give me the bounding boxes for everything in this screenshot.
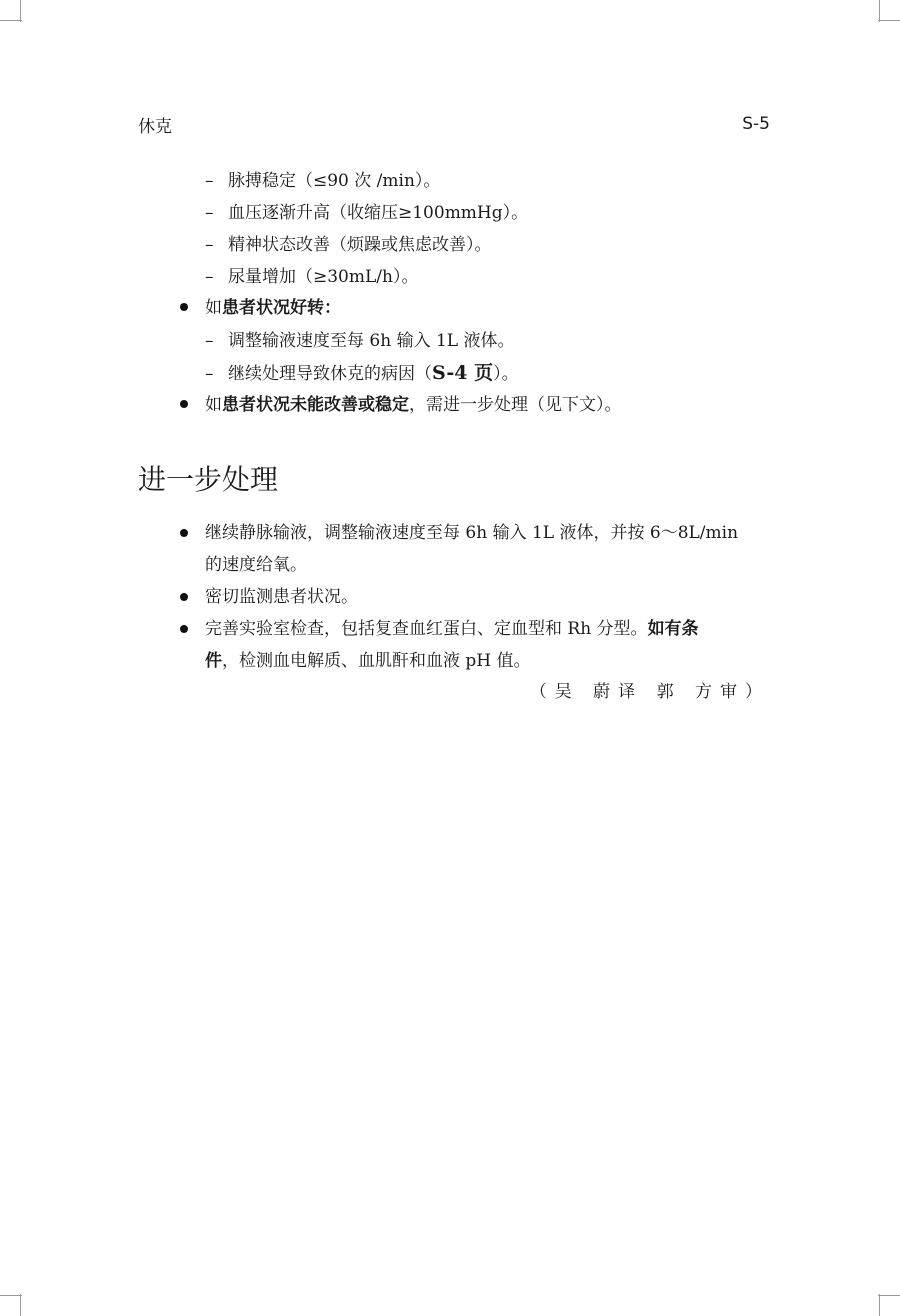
list-item: 精神状态改善（烦躁或焦虑改善）。	[228, 235, 492, 255]
crop-mark	[879, 0, 880, 22]
list-item-text: 继续处理导致休克的病因（	[228, 364, 432, 384]
bullet-icon	[180, 303, 188, 311]
dash-marker: –	[205, 364, 214, 384]
bullet-text: ，检测血电解质、血肌酐和血液 pH 值。	[222, 651, 531, 671]
dash-marker: –	[205, 203, 214, 223]
bullet-item-text	[205, 618, 699, 640]
bullet-bold: 患者状况好转：	[222, 298, 341, 318]
bullet-item-continuation	[205, 650, 531, 672]
crop-mark	[878, 1295, 900, 1296]
crop-mark	[20, 0, 21, 22]
dash-marker: –	[205, 331, 214, 351]
bullet-suffix: ，需进一步处理（见下文）。	[409, 395, 622, 415]
bullet-item-unstable	[205, 394, 622, 416]
page-reference: S-4 页	[432, 362, 494, 384]
running-head-title: 休克	[138, 116, 172, 137]
crop-mark	[879, 1294, 880, 1316]
bullet-bold: 如有条	[647, 619, 699, 639]
crop-mark	[878, 20, 900, 21]
list-item-suffix: ）。	[493, 364, 519, 384]
bullet-icon	[180, 593, 188, 601]
list-item: 尿量增加（≥30mL/h）。	[228, 267, 419, 287]
bullet-icon	[180, 400, 188, 408]
list-item: 脉搏稳定（≤90 次 /min）。	[228, 171, 441, 191]
list-item: 血压逐渐升高（收缩压≥100mmHg）。	[228, 203, 529, 223]
bullet-icon	[180, 625, 188, 633]
list-item	[228, 362, 519, 385]
crop-mark	[0, 1295, 22, 1296]
bullet-icon	[180, 529, 188, 537]
list-item: 调整输液速度至每 6h 输入 1L 液体。	[228, 331, 515, 351]
crop-mark	[0, 20, 22, 21]
translator-credit: （吴 蔚译 郭 方审）	[529, 682, 770, 702]
bullet-item-improve	[205, 297, 341, 319]
section-heading: 进一步处理	[138, 463, 279, 496]
dash-marker: –	[205, 267, 214, 287]
crop-mark	[20, 1294, 21, 1316]
bullet-text: 完善实验室检查，包括复查血红蛋白、定血型和 Rh 分型。	[205, 619, 648, 639]
bullet-item-text: 密切监测患者状况。	[205, 587, 358, 607]
bullet-prefix: 如	[205, 298, 222, 318]
bullet-bold: 患者状况未能改善或稳定	[222, 395, 409, 415]
bullet-item-text: 继续静脉输液，调整输液速度至每 6h 输入 1L 液体，并按 6～8L/min	[205, 523, 739, 543]
dash-marker: –	[205, 235, 214, 255]
running-head	[138, 112, 770, 136]
page-number: S-5	[742, 114, 770, 134]
bullet-item-continuation: 的速度给氧。	[205, 555, 307, 575]
dash-marker: –	[205, 171, 214, 191]
bullet-bold: 件	[205, 651, 222, 671]
bullet-prefix: 如	[205, 395, 222, 415]
